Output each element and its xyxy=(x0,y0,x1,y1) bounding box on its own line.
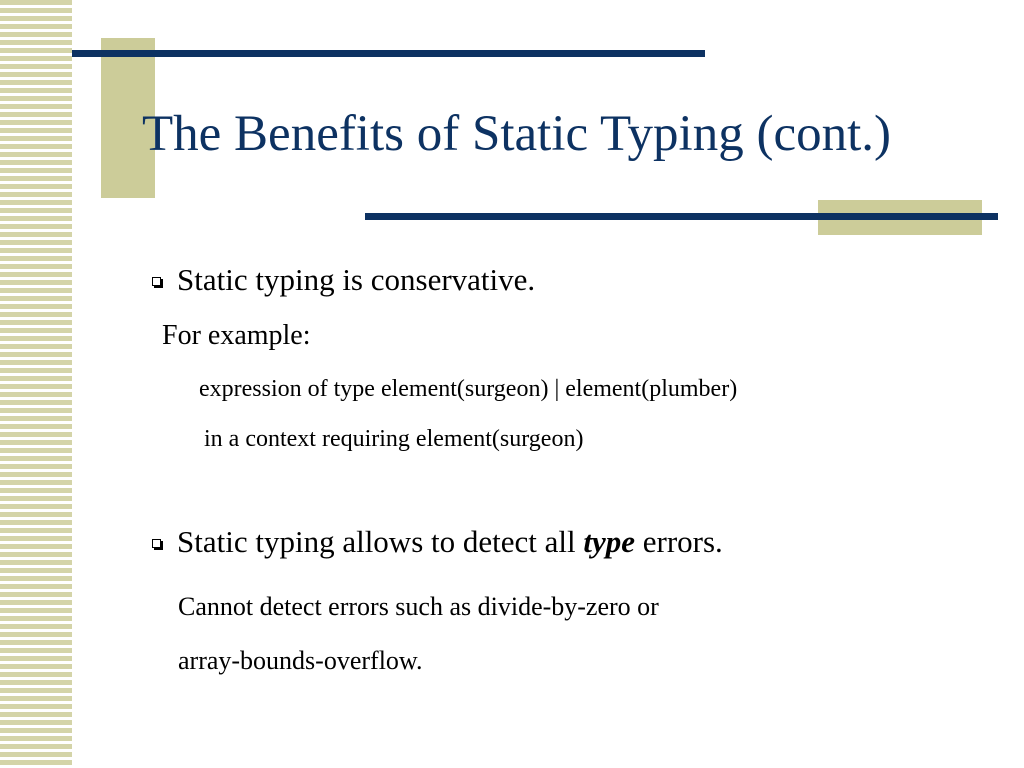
bullet-item-2 xyxy=(152,526,723,557)
title-rule-top xyxy=(72,50,705,57)
detail-line: Cannot detect errors such as divide-by-zero or xyxy=(178,592,659,621)
detail-line: For example: xyxy=(162,320,311,351)
detail-line: expression of type element(surgeon) | element(plumber) xyxy=(199,376,738,402)
bullet-text: Static typing is conservative. xyxy=(177,262,536,297)
bullet-text: Static typing allows to detect all xyxy=(177,524,576,559)
title-rule-bottom xyxy=(365,213,998,220)
bullet-text-end: errors. xyxy=(642,524,723,559)
bullet-emphasis: type xyxy=(583,524,636,559)
detail-line: array-bounds-overflow. xyxy=(178,646,423,675)
slide-title: The Benefits of Static Typing (cont.) xyxy=(142,106,891,162)
square-bullet-icon xyxy=(152,277,161,286)
detail-line: in a context requiring element(surgeon) xyxy=(204,426,584,452)
square-bullet-icon xyxy=(152,539,161,548)
decorative-stripe-bar xyxy=(0,0,72,768)
bullet-item-1 xyxy=(152,264,535,295)
